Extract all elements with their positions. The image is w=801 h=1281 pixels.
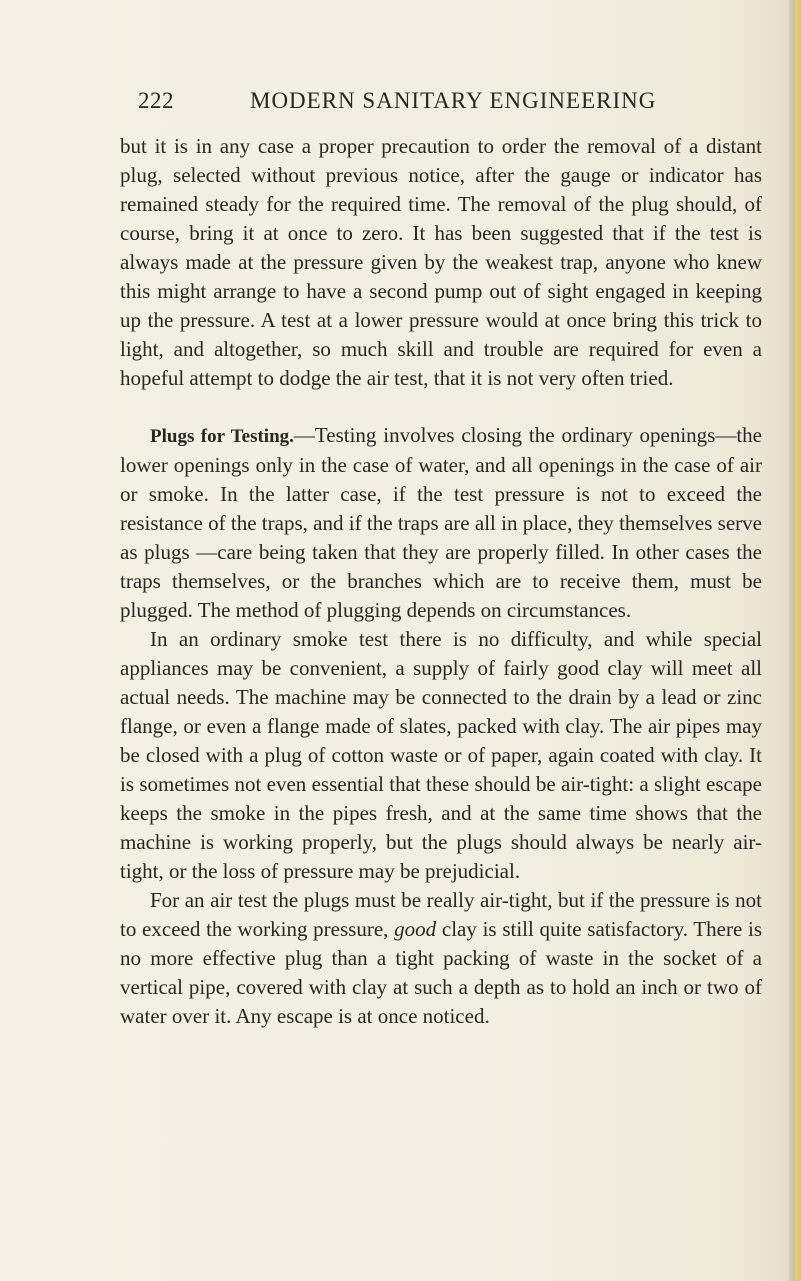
italic-word: good — [394, 917, 437, 941]
paragraph-plugs-for-testing — [120, 421, 762, 625]
running-head — [138, 88, 658, 118]
paragraph-text: For an air test the plugs must be really air-tight, but if the pressure is not to exceed the working pressure, — [120, 888, 762, 941]
section-heading: Plugs for Testing. — [150, 426, 294, 447]
paragraph-continuation: but it is in any case a proper precaution to order the removal of a distant plug, selected without previous notice, after the gauge or indicator has remained steady for the required time. The removal of the plug should, of course, bring it at once to zero. It has been suggested that if the test is always made at the pressure given by the weakest trap, anyone who knew this might arrange to have a second pump out of sight engaged in keeping up the pressure. A test at a lower pressure would at once bring this trick to light, and altogether, so much skill and trouble are required for even a hopeful attempt to dodge the air test, that it is not very often tried. — [120, 134, 762, 390]
paragraph-air-test — [120, 886, 762, 1031]
paragraph-smoke-test: In an ordinary smoke test there is no difficulty, and while special appliances may be convenient, a supply of fairly good clay will meet all actual needs. The machine may be connected to the drain by a lead or zinc flange, or even a flange made of slates, packed with clay. The air pipes may be closed with a plug of cotton waste or of paper, again coated with clay. It is sometimes not even essential that these should be air-tight: a slight escape keeps the smoke in the pipes fresh, and at the same time shows that the machine is working properly, but the plugs should always be nearly air-tight, or the loss of pressure may be prejudicial. — [120, 627, 762, 883]
page-edge — [789, 0, 801, 1281]
text-body — [120, 132, 762, 1031]
page-number: 222 — [138, 88, 174, 113]
paragraph-text: clay is still quite satisfactory. There is no more effective plug than a tight packing of waste in the socket of a vertical pipe, covered with clay at such a depth as to hold an inch or two of water over it. Any escape is at once noticed. — [120, 917, 762, 1028]
running-title: MODERN SANITARY ENGINEERING — [250, 88, 657, 113]
paragraph-text: —Testing involves closing the ordinary openings—the lower openings only in the case of water, and all openings in the case of air or smoke. In the latter case, if the test pressure is not to exceed the resistance of the traps, and if the traps are all in place, they themselves serve as plugs —care being taken that they are properly filled. In other cases the traps themselves, or the branches which are to receive them, must be plugged. The method of plugging depends on circumstances. — [120, 423, 762, 622]
